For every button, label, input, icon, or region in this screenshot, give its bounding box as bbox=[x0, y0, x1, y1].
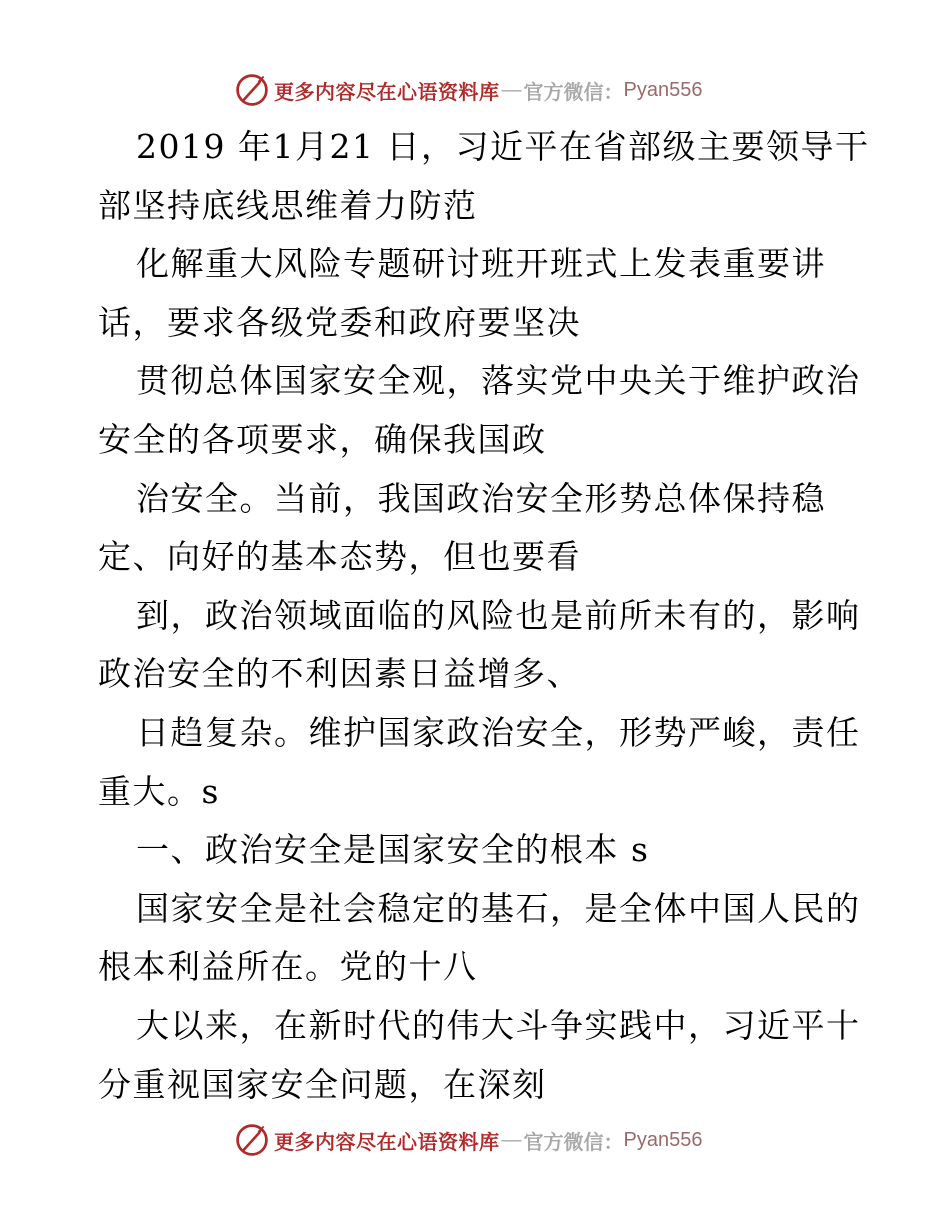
watermark-text: 更多内容尽在心语资料库 bbox=[274, 1129, 500, 1154]
watermark-separator: — bbox=[501, 1128, 522, 1151]
text-line: 到，政治领域面临的风险也是前所未有的，影响 bbox=[136, 595, 861, 635]
text-line: 部坚持底线思维着力防范 bbox=[98, 185, 478, 225]
text-line: 政治安全的不利因素日益增多、 bbox=[98, 654, 581, 694]
text-line: 化解重大风险专题研讨班开班式上发表重要讲 bbox=[136, 244, 826, 284]
text-line: 2019 年1月21 日，习近平在省部级主要领导干 bbox=[136, 127, 870, 166]
text-line: 大以来，在新时代的伟大斗争实践中，习近平十 bbox=[136, 1005, 861, 1045]
text-line: 话，要求各级党委和政府要坚决 bbox=[98, 302, 581, 342]
document-body bbox=[98, 118, 870, 1114]
watermark-official: 官方微信： bbox=[523, 79, 624, 104]
text-line: 贯彻总体国家安全观，落实党中央关于维护政治 bbox=[136, 361, 861, 401]
watermark-separator: — bbox=[501, 78, 522, 101]
watermark-id: Pyan556 bbox=[623, 78, 703, 101]
section-heading: 一、政治安全是国家安全的根本 s bbox=[136, 830, 650, 870]
text-line: 日趋复杂。维护国家政治安全，形势严峻，责任 bbox=[136, 712, 861, 752]
text-line: 安全的各项要求，确保我国政 bbox=[98, 419, 547, 459]
watermark-text: 更多内容尽在心语资料库 bbox=[274, 79, 500, 104]
text-line: 定、向好的基本态势，但也要看 bbox=[98, 537, 581, 577]
text-line: 治安全。当前，我国政治安全形势总体保持稳 bbox=[136, 478, 826, 518]
text-line: 国家安全是社会稳定的基石，是全体中国人民的 bbox=[136, 888, 861, 928]
quill-pen-logo-icon bbox=[234, 1122, 270, 1158]
watermark-id: Pyan556 bbox=[623, 1128, 703, 1151]
watermark-official: 官方微信： bbox=[523, 1129, 624, 1154]
footer-watermark bbox=[234, 1120, 702, 1160]
text-line: 分重视国家安全问题，在深刻 bbox=[98, 1064, 547, 1104]
text-line: 根本利益所在。党的十八 bbox=[98, 947, 478, 987]
quill-pen-logo-icon bbox=[234, 72, 270, 108]
header-watermark bbox=[234, 70, 702, 110]
text-line: 重大。s bbox=[98, 771, 220, 811]
